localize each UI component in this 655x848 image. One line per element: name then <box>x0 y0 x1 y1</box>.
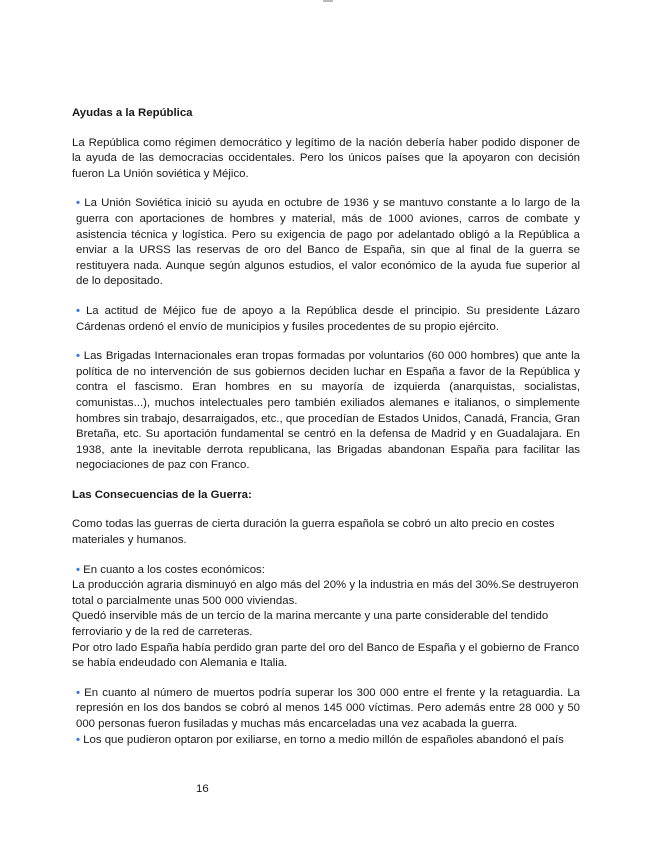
bullet-brigadas <box>72 349 580 474</box>
econ-line: La producción agraria disminuyó en algo más del 20% y la industria en más del 30%.Se destruyeron total o parcialmente unas 500 000 viviendas. <box>72 579 579 607</box>
page-number: 16 <box>196 783 209 795</box>
bullet-exilio <box>72 733 580 749</box>
document-page <box>72 106 580 748</box>
bullet-text: Los que pudieron optaron por exiliarse, en torno a medio millón de españoles abandonó el país <box>83 733 564 746</box>
bullet-text: La Unión Soviética inició su ayuda en octubre de 1936 y se mantuvo constante a lo largo de la guerra con aportaciones de hombres y material, más de 1000 aviones, carros de combate y asistencia técnica y logística. Pero su exigencia de pago por adelantado obligó a la República a enviar a la URSS las reservas de oro del Banco de España, sin que al final de la guerra se restituyera nada. Aunque según algunos estudios, el valor económico de la ayuda fue superior al de lo depositado. <box>76 197 581 288</box>
bullet-urss <box>72 196 580 290</box>
section-heading-consecuencias: Las Consecuencias de la Guerra: <box>72 488 252 501</box>
bullet-text: En cuanto a los costes económicos: <box>83 563 265 576</box>
bullet-marker: • <box>76 563 80 576</box>
bullet-text: En cuanto al número de muertos podría superar los 300 000 entre el frente y la retaguardia. La represión en los dos bandos se cobró al menos 145 000 víctimas. Pero además entre 28 000 y 50 000 personas fueron fusiladas y muchas más encarceladas una vez acabada la guerra. <box>76 686 580 730</box>
bullet-costes-economicos <box>72 563 580 579</box>
bullet-text: La actitud de Méjico fue de apoyo a la República desde el principio. Su presidente Lázaro Cárdenas ordenó el envío de municipios y fusiles procedentes de su propio ejército. <box>76 304 580 333</box>
bullet-marker: • <box>76 197 80 210</box>
bullet-marker: • <box>76 733 80 746</box>
paragraph-intro-consecuencias: Como todas las guerras de cierta duración la guerra española se cobró un alto precio en costes materiales y humanos. <box>72 518 555 547</box>
bullet-muertos <box>72 686 580 733</box>
top-mark <box>323 0 333 2</box>
bullet-marker: • <box>76 350 80 363</box>
bullet-marker: • <box>76 686 80 699</box>
bullet-mejico <box>72 304 580 335</box>
bullet-marker: • <box>76 304 80 317</box>
bullet-text: Las Brigadas Internacionales eran tropas formadas por voluntarios (60 000 hombres) que ante la política de no intervención de sus gobiernos deciden luchar en España a favor de la República y contra el fascismo. Eran hombres en su mayoría de izquierda (anarquistas, socialistas, comunistas...), muchos intelectuales pero también exiliados alemanes e italianos, o simplemente hombres sin trabajo, desarraigados, etc., que procedían de Estados Unidos, Canadá, Francia, Gran Bretaña, etc. Su aportación fundamental se centró en la defensa de Madrid y en Guadalajara. En 1938, ante la inevitable derrota republicana, las Brigadas abandonan España para facilitar las negociaciones de paz con Franco. <box>76 350 580 472</box>
paragraph-intro-ayudas: La República como régimen democrático y legítimo de la nación debería haber podido disponer de la ayuda de las democracias occidentales. Pero los únicos países que la apoyaron con decisión fueron La Unión soviética y Méjico. <box>72 136 580 180</box>
section-heading-ayudas: Ayudas a la República <box>72 107 193 119</box>
econ-line: Por otro lado España había perdido gran parte del oro del Banco de España y el gobierno de Franco se había endeudado con Alemania e Italia. <box>72 641 580 670</box>
econ-line: Quedó inservible más de un tercio de la marina mercante y una parte considerable del tendido ferroviario y de la red de carreteras. <box>72 610 549 639</box>
